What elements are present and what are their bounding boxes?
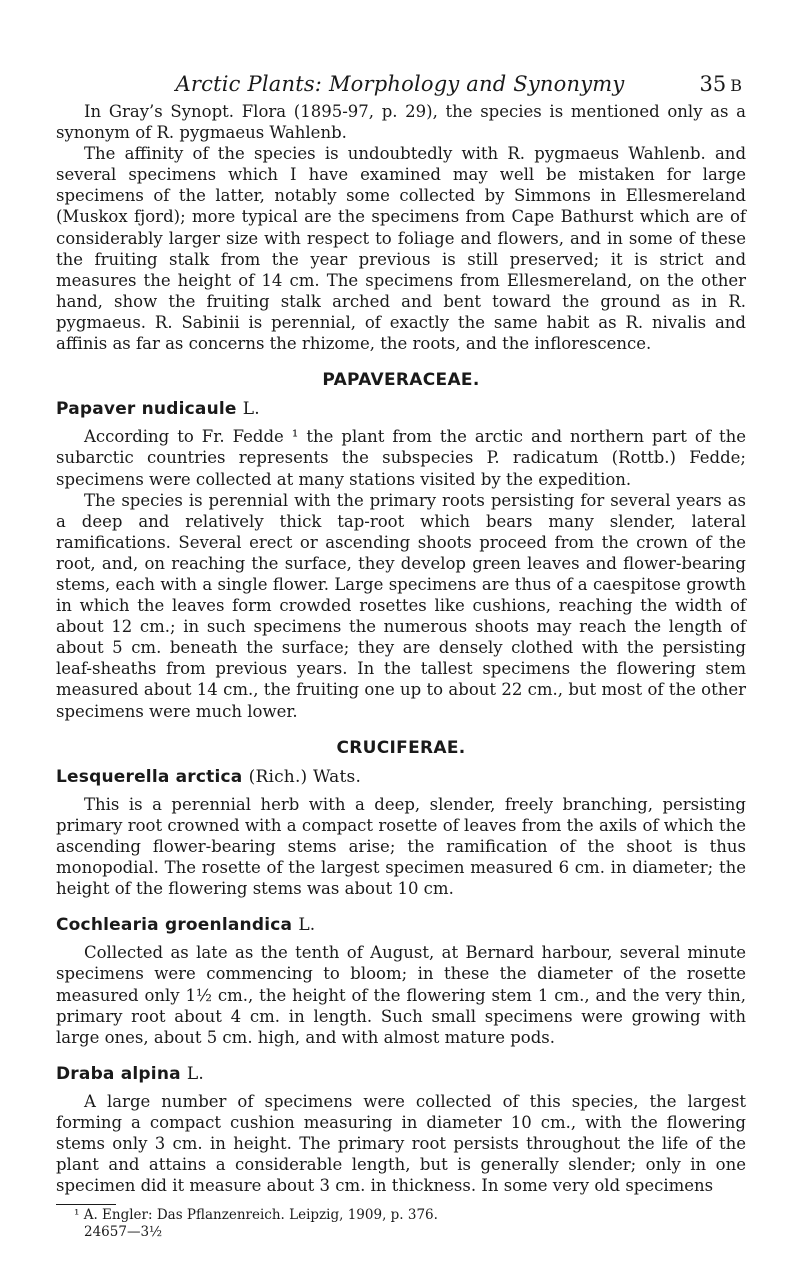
paragraph-lesquerella: This is a perennial herb with a deep, slender, freely branching, persisting primary root crowned with a compact rosette of leaves from the axils of which the ascending flower-bearing stems arise; the ramification of the shoot is thus monopodial. The rosette of the largest specimen measured 6 cm. in diameter; the height of the flowering stems was about 10 cm. — [56, 794, 746, 899]
body-text — [56, 101, 746, 1241]
species-heading-draba — [56, 1064, 746, 1085]
paragraph-cochlearia: Collected as late as the tenth of August, at Bernard harbour, several minute specimens were commencing to bloom; in these the diameter of the rosette measured only 1½ cm., the height of the flowering stem 1 cm., and the very thin, primary root about 4 cm. in length. Such small specimens were growing with large ones, about 5 cm. high, and with almost mature pods. — [56, 943, 746, 1047]
footnote-rule — [56, 1204, 116, 1205]
species-author: L. — [242, 399, 260, 420]
species-heading-cochlearia — [56, 915, 746, 936]
species-name: Papaver nudicaule — [56, 399, 237, 420]
paragraph-affinity: The affinity of the species is undoubtedly with R. pygmaeus Wahlenb. and several specimens which I have examined may well be mistaken for large specimens of the latter, notably some collected by Simmons in Ellesmereland (Muskox fjord); more typical are the specimens from Cape Bathurst which are of considerably larger size with respect to foliage and flowers, and in some of these the fruiting stalk from the year previous is still preserved; it is strict and measures the height of 14 cm. The specimens from Ellesmereland, on the other hand, show the fruiting stalk arched and bent toward the ground as in R. pygmaeus. R. Sabinii is perennial, of exactly the same habit as R. nivalis and affinis as far as concerns the rhizome, the roots, and the inflorescence. — [56, 144, 746, 354]
species-name: Draba alpina — [56, 1063, 181, 1084]
footnote: ¹ A. Engler: Das Pflanzenreich. Leipzig, 1909, p. 376. — [74, 1207, 438, 1224]
species-heading-lesquerella — [56, 767, 746, 788]
paragraph-grays-synopsis: In Gray’s Synopt. Flora (1895-97, p. 29), the species is mentioned only as a synonym of R. pygmaeus Wahlenb. — [56, 102, 746, 143]
section-heading-cruciferae: CRUCIFERAE. — [336, 737, 466, 758]
page-number — [700, 72, 743, 96]
section-heading-papaveraceae: PAPAVERACEAE. — [322, 370, 480, 391]
species-heading-papaver — [56, 399, 746, 420]
paragraph-papaver-1: According to Fr. Fedde ¹ the plant from the arctic and northern part of the subarctic countries represents the subspecies P. radicatum (Rottb.) Fedde; specimens were collected at many stations visited by the expedition. — [56, 427, 746, 489]
species-name: Cochlearia groenlandica — [56, 915, 293, 936]
printer-signature: 24657—3½ — [84, 1224, 163, 1241]
page-number-value: 35 — [699, 72, 727, 96]
species-name: Lesquerella arctica — [56, 766, 243, 787]
species-author: L. — [186, 1063, 205, 1084]
species-author: L. — [298, 915, 316, 936]
running-head — [0, 72, 800, 102]
species-author: (Rich.) Wats. — [248, 766, 362, 787]
page-number-suffix: B — [730, 76, 742, 95]
running-head-title: Arctic Plants: Morphology and Synonymy — [175, 72, 625, 96]
paragraph-papaver-2: The species is perennial with the primary roots persisting for several years as a deep and relatively thick tap-root which bears many slender, lateral ramifications. Several erect or ascending shoots proceed from the crown of the root, and, on reaching the surface, they develop green leaves and flower-bearing stems, each with a single flower. Large specimens are thus of a caespitose growth in which the leaves form crowded rosettes like cushions, reaching the width of about 12 cm.; in such specimens the numerous shoots may reach the length of about 5 cm. beneath the surface; they are densely clothed with the persisting leaf-sheaths from previous years. In the tallest specimens the flowering stem measured about 14 cm., the fruiting one up to about 22 cm., but most of the other specimens were much lower. — [56, 490, 746, 721]
paragraph-draba: A large number of specimens were collected of this species, the largest forming a compact cushion measuring in diameter 10 cm., with the flowering stems only 3 cm. in height. The primary root persists throughout the life of the plant and attains a considerable length, but is generally slender; only in one specimen did it measure about 3 cm. in thickness. In some very old specimens — [56, 1091, 746, 1196]
